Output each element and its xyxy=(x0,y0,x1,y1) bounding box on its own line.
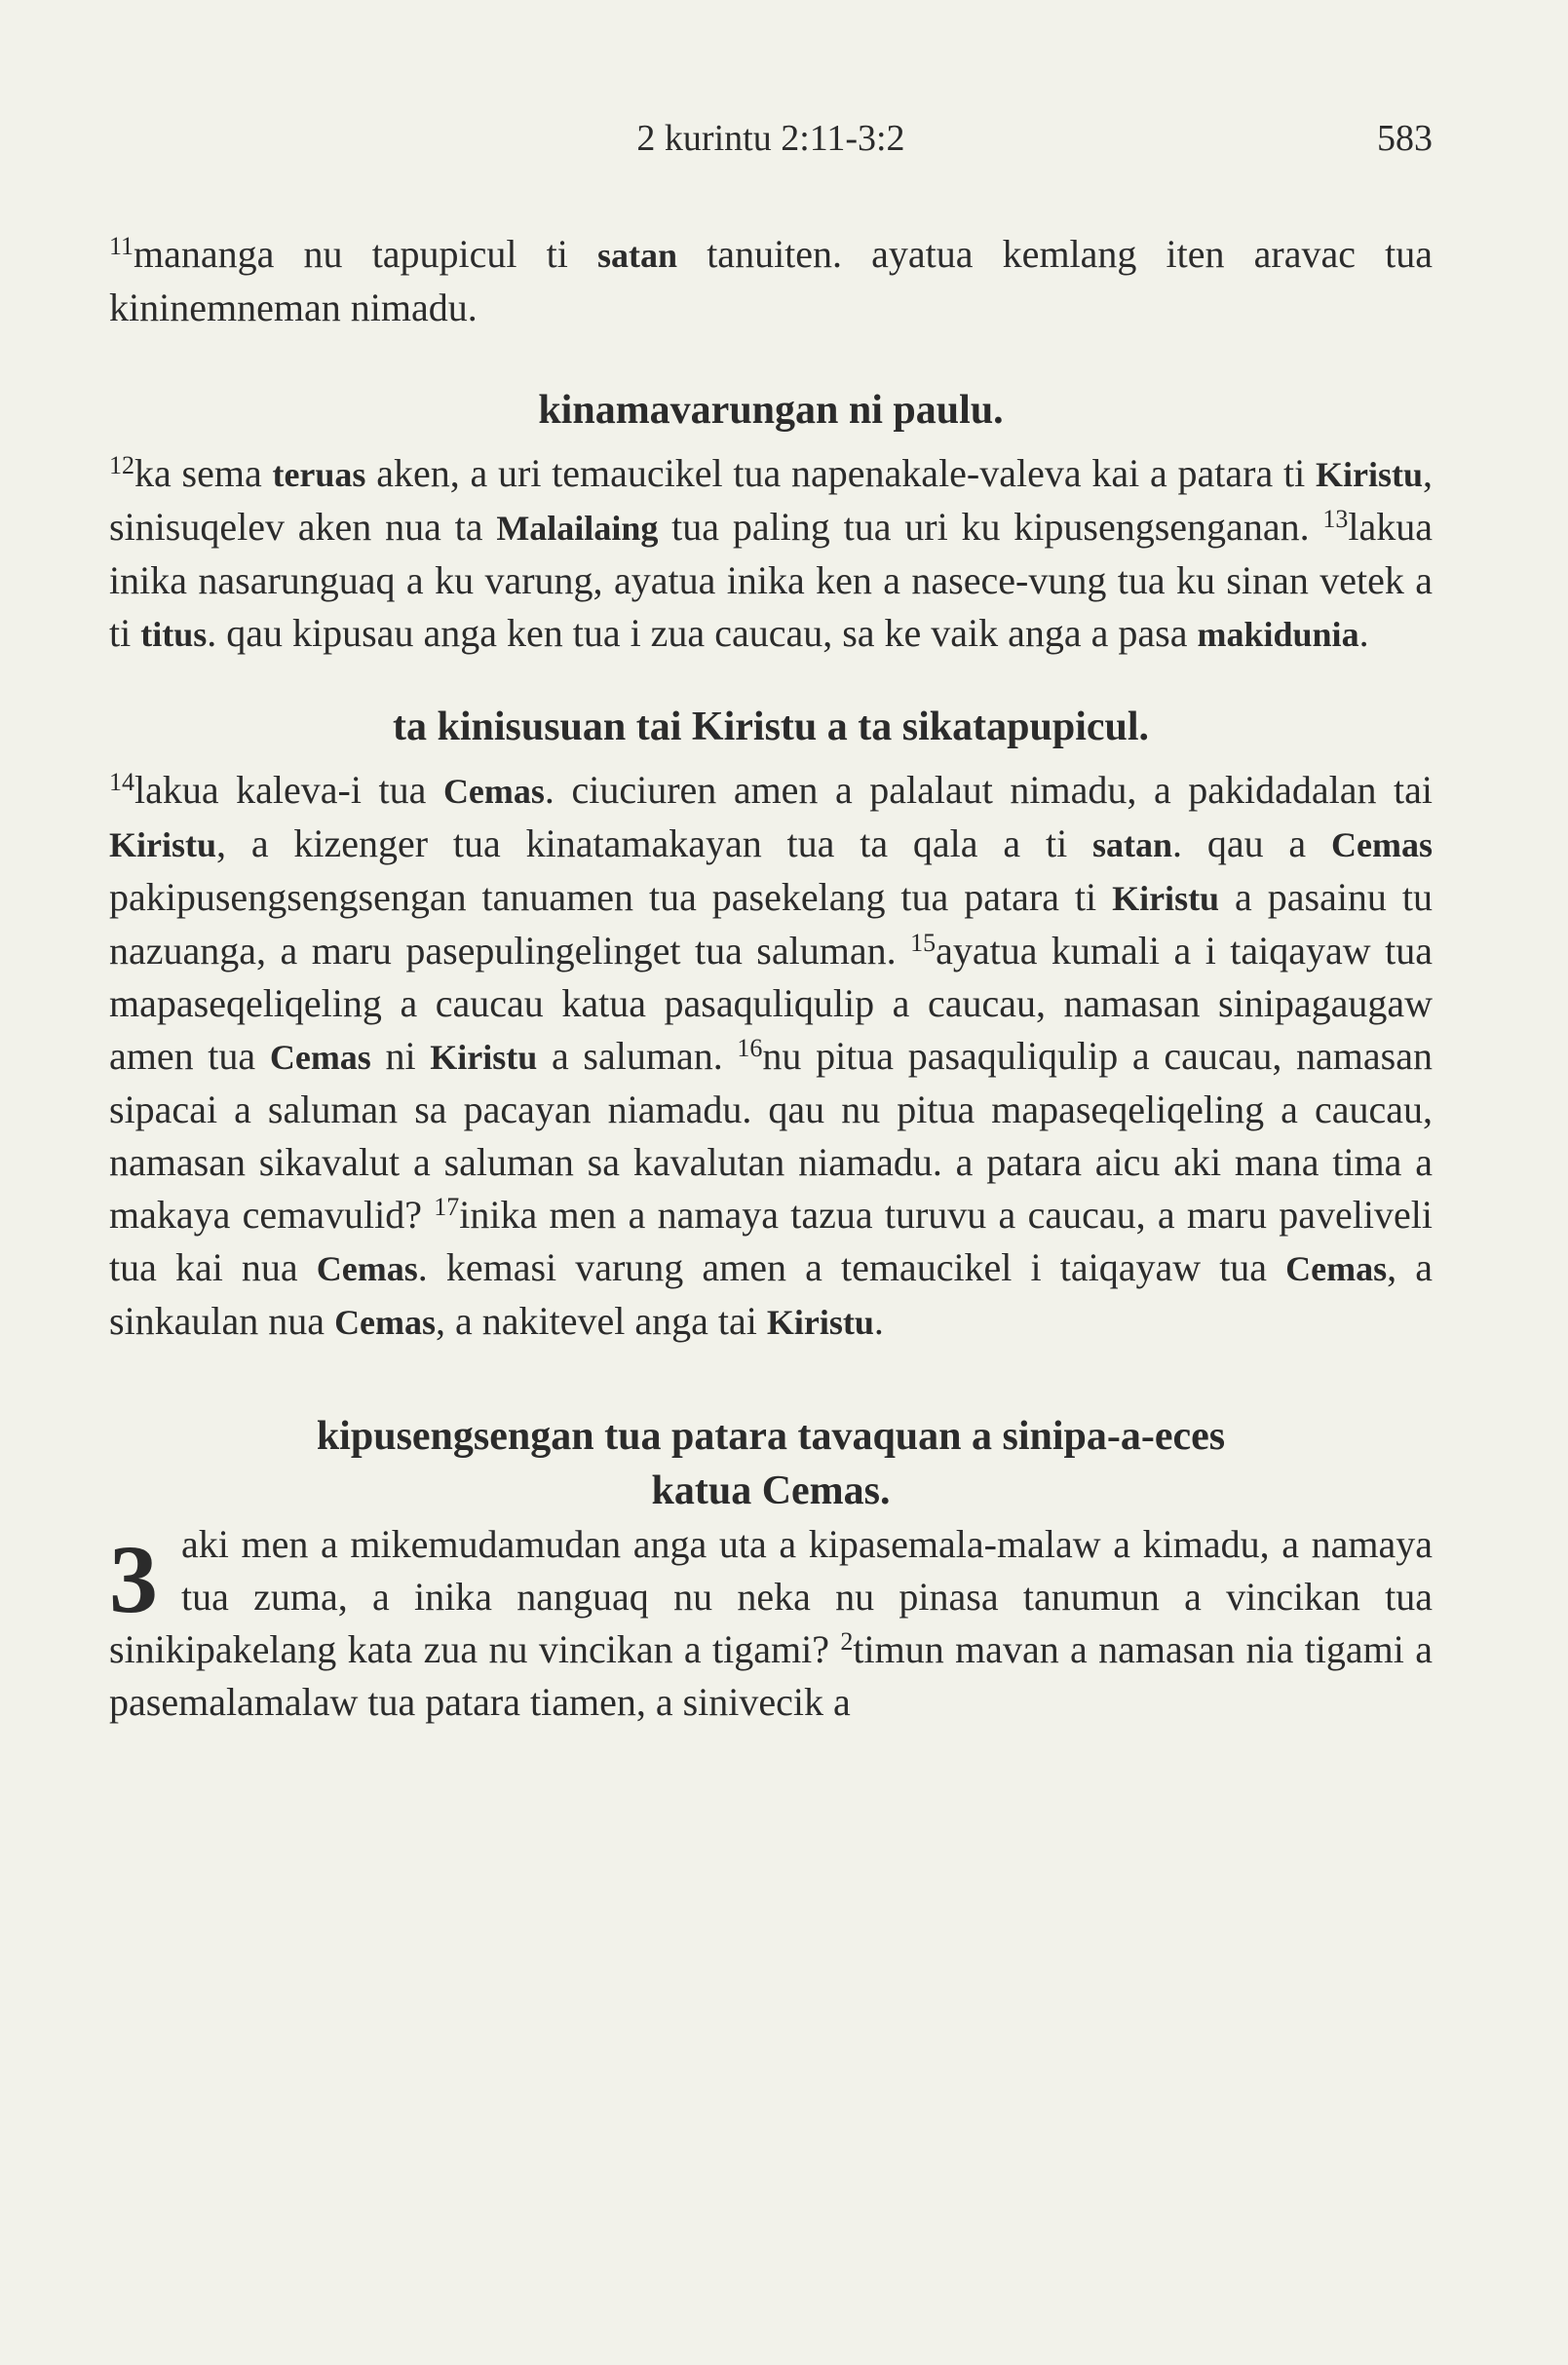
verse-text: . qau kipusau anga ken tua i zua caucau, sa ke vaik anga a pasa xyxy=(207,611,1198,655)
verse-text: . kemasi varung amen a temaucikel i taiqayaw tua xyxy=(417,1245,1286,1289)
verse-text: aken, a uri temaucikel tua napenakale-valeva kai a patara ti xyxy=(365,451,1316,495)
verse-number: 16 xyxy=(737,1034,763,1062)
verse-number: 14 xyxy=(109,768,134,796)
chapter-heading xyxy=(109,1409,1433,1518)
bold-term: Cemas xyxy=(1285,1249,1388,1288)
verse-text: ayatua kumali a i taiqayaw tua mapaseqeliqeling a caucau katua pasaquliqulip a caucau, namasan sinipagaugaw amen tua xyxy=(109,929,1433,1078)
verse-number: 13 xyxy=(1322,505,1349,533)
bold-term: Cemas xyxy=(1331,825,1433,864)
verse-number: 12 xyxy=(109,451,134,479)
verse-paragraph xyxy=(109,447,1433,661)
verse-number: 11 xyxy=(109,232,134,260)
verse-number: 15 xyxy=(910,929,937,957)
bold-term: Cemas xyxy=(334,1303,437,1342)
verse-text: ka sema xyxy=(134,451,273,495)
verse-text: , a nakitevel anga tai xyxy=(436,1299,767,1343)
verse-paragraph xyxy=(109,764,1433,1349)
bold-term: Malailaing xyxy=(496,509,659,548)
bold-term: Kiristu xyxy=(766,1303,874,1342)
bold-term: Cemas xyxy=(442,772,545,811)
verse-number: 2 xyxy=(840,1627,854,1656)
verse-text: mananga nu tapupicul ti xyxy=(134,232,598,276)
verse-text: . qau a xyxy=(1172,821,1332,865)
book-page xyxy=(109,109,1433,1729)
verse-text: pakipusengsengsengan tanuamen tua pasekelang tua patara ti xyxy=(109,875,1113,919)
bold-term: satan xyxy=(1092,825,1173,864)
bold-term: Kiristu xyxy=(1315,455,1423,494)
verse-number: 17 xyxy=(434,1193,460,1221)
verse-text: lakua inika nasarunguaq a ku varung, ayatua inika ken a nasece-vung tua ku sinan vetek a ti xyxy=(109,505,1433,655)
chapter-opening xyxy=(109,1518,1433,1729)
section-heading: kinamavarungan ni paulu. xyxy=(538,388,1004,433)
verse-text: . ciuciuren amen a palalaut nimadu, a pakidadalan tai xyxy=(544,768,1434,812)
verse-text: , a kizenger tua kinatamakayan tua ta qala a ti xyxy=(216,821,1092,865)
verse-text: inika men a namaya tazua turuvu a caucau, a maru paveliveli tua kai nua xyxy=(109,1193,1433,1289)
verse-text: tanuiten. ayatua kemlang iten aravac tua kininemneman nimadu. xyxy=(109,232,1433,329)
verse-text: timun mavan a namasan nia tigami a pasemalamalaw tua patara tiamen, a sinivecik a xyxy=(109,1627,1434,1724)
bold-term: Cemas xyxy=(269,1038,371,1077)
bold-term: Kiristu xyxy=(430,1038,538,1077)
verse-text: , sinisuqelev aken nua ta xyxy=(109,451,1433,549)
chapter-heading-line: kipusengsengan tua patara tavaquan a sinipa-a-eces xyxy=(316,1414,1226,1459)
verse-text: . xyxy=(1358,611,1369,655)
verse-text: ni xyxy=(370,1034,431,1078)
running-head xyxy=(109,109,1433,177)
verse-text: nu pitua pasaquliqulip a caucau, namasan sipacai a saluman sa pacayan niamadu. qau nu pitua mapaseqeliqeling a caucau, namasan sikavalut a saluman sa kavalutan niamadu. a patara aicu aki mana tima a makaya cemavulid? xyxy=(109,1034,1433,1237)
page-number: 583 xyxy=(1377,118,1433,159)
bold-term: Cemas xyxy=(316,1249,418,1288)
bold-term: Kiristu xyxy=(109,825,217,864)
verse-paragraph xyxy=(109,228,1433,334)
verse-text: lakua kaleva-i tua xyxy=(134,768,443,812)
verse-text: a saluman. xyxy=(537,1034,738,1078)
verse-text: . xyxy=(873,1299,884,1343)
bold-term: Kiristu xyxy=(1112,879,1220,918)
verse-paragraph xyxy=(109,1518,1433,1729)
section-heading: ta kinisusuan tai Kiristu a ta sikatapupicul. xyxy=(392,705,1150,749)
verse-text: , a sinkaulan nua xyxy=(109,1245,1433,1343)
bold-term: satan xyxy=(597,236,678,275)
bold-term: titus xyxy=(140,615,208,654)
verse-text: aki men a mikemudamudan anga uta a kipasemala-malaw a kimadu, a namaya tua zuma, a inika nanguaq nu neka nu pinasa tanumun a vincikan tua sinikipakelang kata zua nu vincikan a tigami? xyxy=(109,1522,1433,1671)
verse-text: tua paling tua uri ku kipusengsenganan. xyxy=(658,505,1323,549)
bold-term: teruas xyxy=(272,455,366,494)
verse-text: a pasainu tu nazuanga, a maru pasepulingelinget tua saluman. xyxy=(109,875,1433,973)
bold-term: makidunia xyxy=(1197,615,1359,654)
chapter-heading-line: katua Cemas. xyxy=(651,1469,891,1513)
chapter-number: 3 xyxy=(109,1525,158,1633)
running-title: 2 kurintu 2:11-3:2 xyxy=(636,118,905,159)
